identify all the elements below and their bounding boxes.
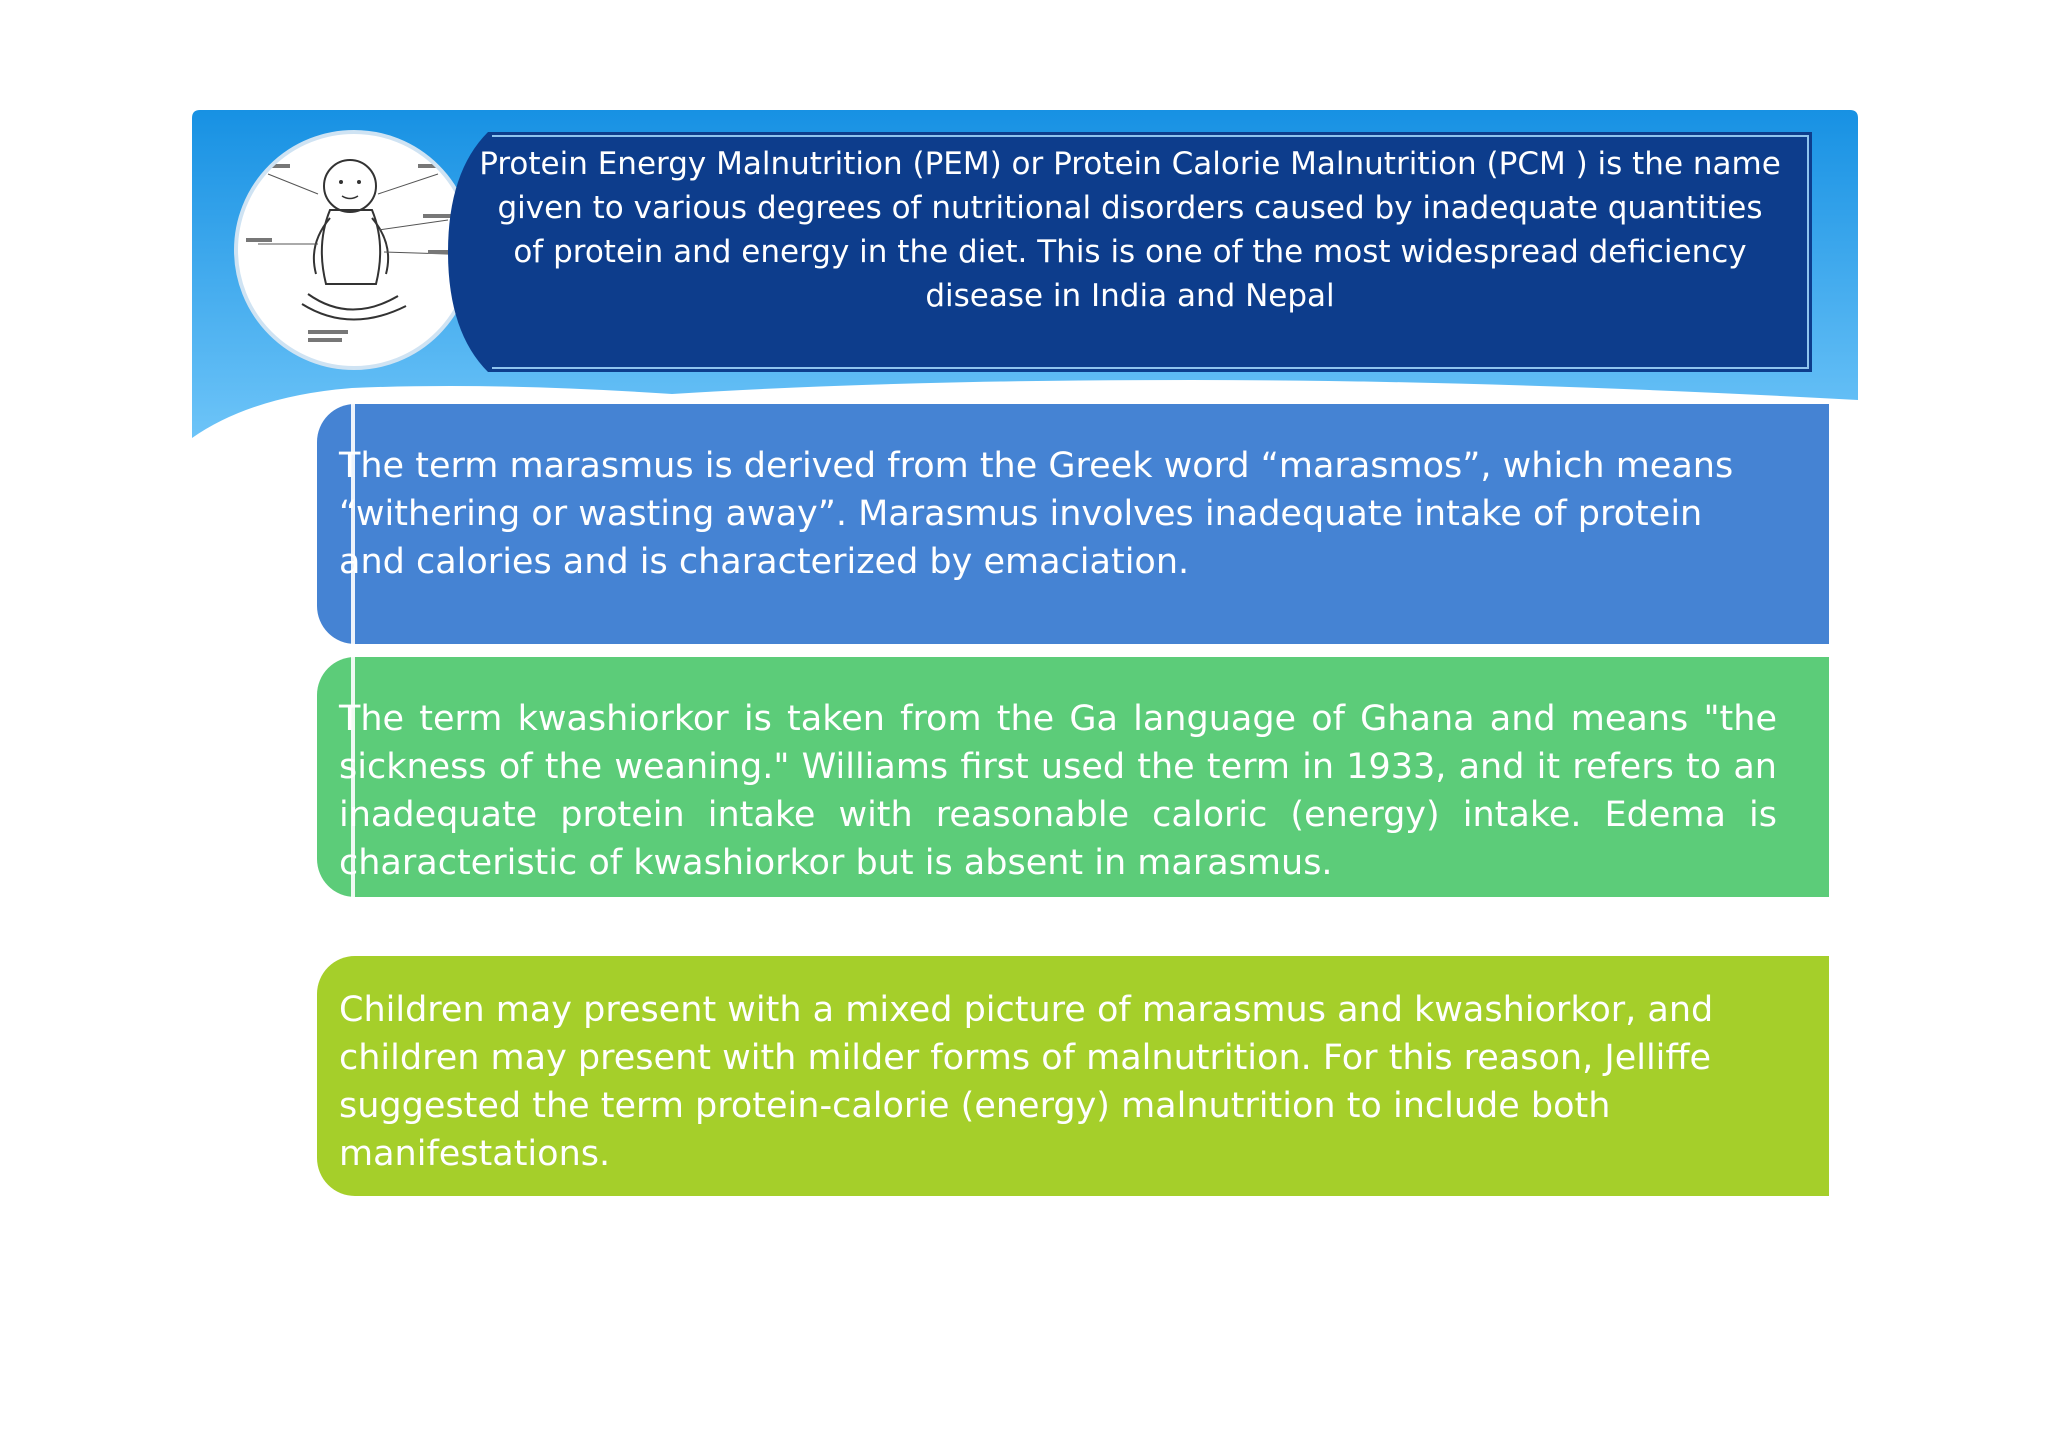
marasmus-card [317, 404, 1829, 644]
intro-text: Protein Energy Malnutrition (PEM) or Protein Calorie Malnutrition (PCM ) is the name given to various degrees of nutritional disorders caused by inadequate quantities of protein and energy in the diet. This is one of the most widespread deficiency disease in India and Nepal [479, 146, 1781, 314]
pem-mixed-text: Children may present with a mixed picture of marasmus and kwashiorkor, and children may present with milder forms of malnutrition. For this reason, Jelliffe suggested the term protein-calorie (energy) malnutrition to include both manifestations. [339, 990, 1714, 1174]
pem-mixed-card [317, 956, 1829, 1196]
kwashiorkor-text: The term kwashiorkor is taken from the Ga language of Ghana and means "the sickness of the weaning." Williams first used the term in 1933, and it refers to an inadequate protein intake with reasonable caloric (energy) intake. Edema is characteristic of kwashiorkor but is absent in marasmus. [339, 699, 1777, 883]
marasmus-text: The term marasmus is derived from the Greek word “marasmos”, which means “withering or wasting away”. Marasmus involves inadequate intake of protein and calories and is characterized by emaciation. [339, 446, 1734, 582]
child-illustration-icon [234, 130, 474, 370]
intro-definition-box [448, 132, 1812, 372]
kwashiorkor-card [317, 657, 1829, 897]
